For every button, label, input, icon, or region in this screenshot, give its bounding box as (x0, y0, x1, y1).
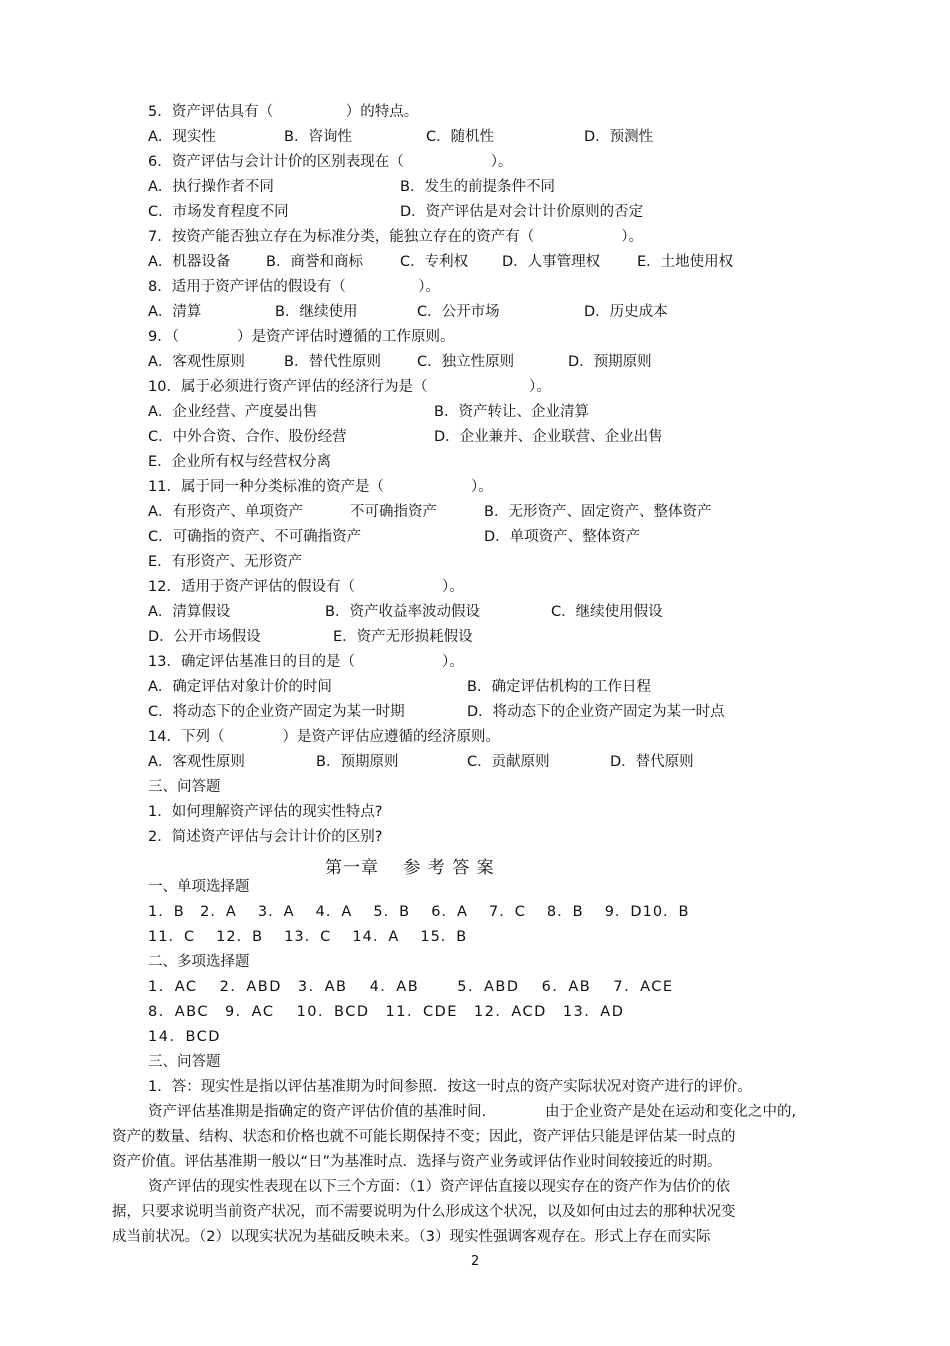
q13-option-b: B．确定评估机构的工作日程 (467, 679, 651, 695)
answer-multi-row-2: 8．ABC 9．AC 10．BCD 11．CDE 12．ACD 13．AD (148, 1004, 625, 1020)
answer-text-line: 资产评估基准期是指确定的资产评估价值的基准时间. (148, 1104, 487, 1120)
q12-option-d: D．公开市场假设 (148, 629, 261, 645)
section-heading-qa: 三、问答题 (148, 779, 221, 795)
q10-option-c: C．中外合资、合作、股份经营 (148, 429, 347, 445)
answer-text-line: 1．答：现实性是指以评估基准期为时间参照．按这一时点的资产实际状况对资产进行的评价。 (148, 1079, 752, 1095)
answer-multi-row-1: 1．AC 2．ABD 3．AB 4．AB 5．ABD 6．AB 7．ACE (148, 979, 674, 995)
qa-question-2: 2．简述资产评估与会计计价的区别? (148, 829, 383, 845)
answer-text-line: 据，只要求说明当前资产状况，而不需要说明为什么形成这个状况，以及如何由过去的那种状况变 (112, 1204, 736, 1220)
answer-single-row-1: 1．B 2．A 3．A 4．A 5．B 6．A 7．C 8．B 9．D10．B (148, 904, 690, 920)
answer-text-line: 资产的数量、结构、状态和价格也就不可能长期保持不变；因此，资产评估只能是评估某一时点的 (112, 1129, 736, 1145)
q7-option-d: D．人事管理权 (502, 254, 601, 270)
q12-option-c: C．继续使用假设 (551, 604, 663, 620)
q7-option-e: E．土地使用权 (637, 254, 734, 270)
answer-text-line: 由于企业资产是处在运动和变化之中的, (545, 1104, 797, 1120)
q11-stem: 11．属于同一种分类标准的资产是（ ）。 (148, 479, 493, 495)
answer-key-title: 第一章 参 考 答 案 (325, 858, 495, 878)
q14-option-d: D．替代原则 (610, 754, 694, 770)
answer-heading-qa: 三、问答题 (148, 1054, 221, 1070)
q11-option-e: E．有形资产、无形资产 (148, 554, 303, 570)
q7-stem: 7．按资产能否独立存在为标准分类，能独立存在的资产有（ ）。 (148, 229, 643, 245)
page-number: 2 (471, 1254, 480, 1269)
q10-option-d: D．企业兼并、企业联营、企业出售 (434, 429, 663, 445)
q13-option-c: C．将动态下的企业资产固定为某一时期 (148, 704, 405, 720)
q12-option-a: A．清算假设 (148, 604, 231, 620)
q9-option-a: A．客观性原则 (148, 354, 245, 370)
q14-option-c: C．贡献原则 (467, 754, 550, 770)
q10-option-e: E．企业所有权与经营权分离 (148, 454, 332, 470)
q8-option-a: A．清算 (148, 304, 202, 320)
q7-option-b: B．商誉和商标 (266, 254, 363, 270)
answer-text-line: 资产价值。评估基准期一般以“日”为基准时点．选择与资产业务或评估作业时间较接近的时期。 (112, 1154, 722, 1170)
q11-option-d: D．单项资产、整体资产 (484, 529, 641, 545)
q5-option-b: B．咨询性 (284, 129, 352, 145)
q6-option-b: B．发生的前提条件不同 (400, 179, 555, 195)
q14-option-a: A．客观性原则 (148, 754, 245, 770)
answer-single-row-2: 11．C 12．B 13．C 14．A 15．B (148, 929, 468, 945)
q12-option-e: E．资产无形损耗假设 (333, 629, 473, 645)
q5-option-c: C．随机性 (426, 129, 495, 145)
q9-stem: 9．（ ）是资产评估时遵循的工作原则。 (148, 329, 455, 345)
q8-option-d: D．历史成本 (584, 304, 668, 320)
q11-option-a: A．有形资产、单项资产 (148, 504, 303, 520)
q7-option-a: A．机器设备 (148, 254, 231, 270)
q11-option-c: C．可确指的资产、不可确指资产 (148, 529, 362, 545)
answer-multi-row-3: 14．BCD (148, 1029, 221, 1045)
q9-option-b: B．替代性原则 (284, 354, 381, 370)
q7-option-c: C．专利权 (400, 254, 469, 270)
q13-option-d: D．将动态下的企业资产固定为某一时点 (467, 704, 725, 720)
answer-text-line: 成当前状况。（2）以现实状况为基础反映未来。（3）现实性强调客观存在。形式上存在而实际 (112, 1229, 711, 1245)
answer-heading-single: 一、单项选择题 (148, 879, 250, 895)
q8-option-b: B．继续使用 (275, 304, 358, 320)
q9-option-d: D．预期原则 (568, 354, 652, 370)
q12-option-b: B．资产收益率波动假设 (325, 604, 480, 620)
q14-stem: 14．下列（ ）是资产评估应遵循的经济原则。 (148, 729, 500, 745)
q12-stem: 12．适用于资产评估的假设有（ ）。 (148, 579, 464, 595)
q8-option-c: C．公开市场 (417, 304, 500, 320)
q6-stem: 6．资产评估与会计计价的区别表现在（ ）。 (148, 154, 513, 170)
q5-option-d: D．预测性 (584, 129, 654, 145)
q5-stem: 5．资产评估具有（ ）的特点。 (148, 104, 419, 120)
q13-option-a: A．确定评估对象计价的时间 (148, 679, 332, 695)
qa-question-1: 1．如何理解资产评估的现实性特点? (148, 804, 383, 820)
q10-option-b: B．资产转让、企业清算 (434, 404, 589, 420)
answer-text-line: 资产评估的现实性表现在以下三个方面：（1）资产评估直接以现实存在的资产作为估价的依 (148, 1179, 730, 1195)
q10-option-a: A．企业经营、产度晏出售 (148, 404, 318, 420)
q10-stem: 10．属于必须进行资产评估的经济行为是（ ）。 (148, 379, 551, 395)
q6-option-c: C．市场发育程度不同 (148, 204, 289, 220)
q11-option-b: B．无形资产、固定资产、整体资产 (484, 504, 712, 520)
q8-stem: 8．适用于资产评估的假设有（ ）。 (148, 279, 440, 295)
q6-option-d: D．资产评估是对会计计价原则的否定 (400, 204, 644, 220)
q6-option-a: A．执行操作者不同 (148, 179, 274, 195)
q14-option-b: B．预期原则 (316, 754, 399, 770)
q5-option-a: A．现实性 (148, 129, 216, 145)
q13-stem: 13．确定评估基准日的目的是（ ）。 (148, 654, 464, 670)
q9-option-c: C．独立性原则 (417, 354, 515, 370)
q11-option-a-cont: 不可确指资产 (350, 504, 437, 520)
answer-heading-multi: 二、多项选择题 (148, 954, 250, 970)
